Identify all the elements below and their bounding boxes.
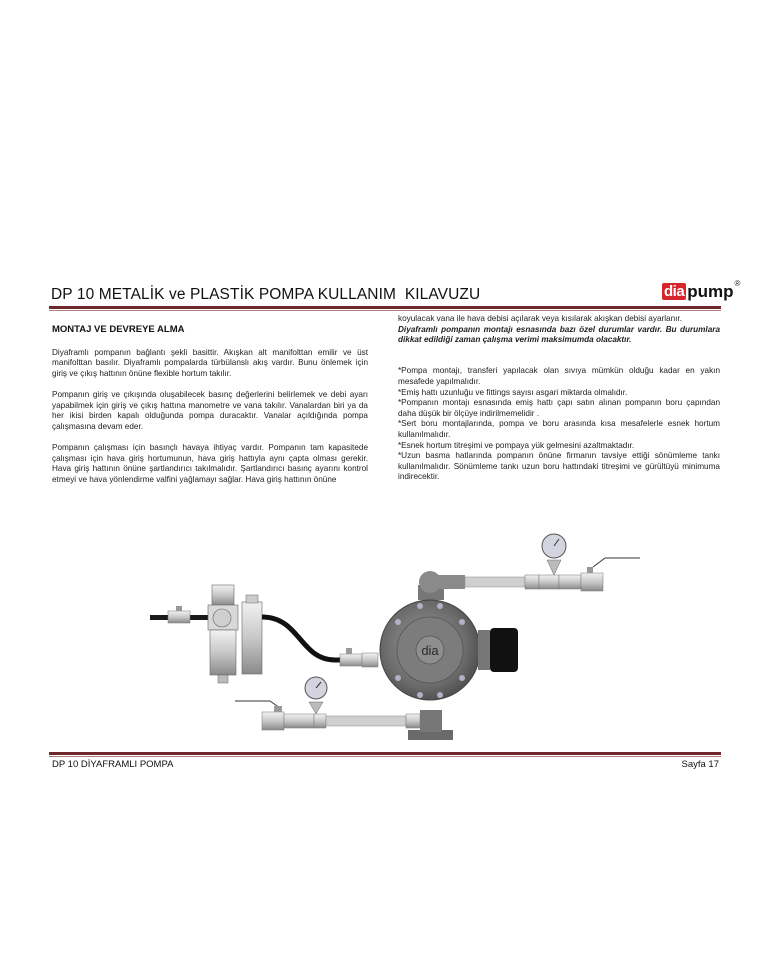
flexible-hose-inlet	[326, 716, 406, 726]
logo-pump: pump	[687, 282, 734, 301]
diaphragm-pump	[380, 571, 518, 740]
paragraph: Diyaframlı pompanın bağlantı şekli basittir. Akışkan alt manifolttan emilir ve üst manifolttan basılır. Diyaframlı pompalarda türbülanslı akış vardır. Bunu önlemek için giriş ve çıkış hattının önüne flexible hortum takılır.	[52, 347, 368, 378]
logo-dia: dia	[664, 283, 685, 300]
right-column	[398, 314, 720, 483]
footer-rule	[49, 752, 721, 755]
note-item: *Uzun basma hatlarında pompanın önüne firmanın tavsiye ettiği sönümleme tankı kullanılmalıdır. Sönümleme tankı uzun boru hattındaki titreşimi ve gürültüyü minimuma indirecektir.	[398, 451, 720, 482]
diapump-logo	[662, 279, 741, 301]
inlet-line	[235, 677, 420, 730]
note-item: *Pompanın montajı esnasında emiş hattı çapı satın alınan pompanın boru çapından daha düşük bir ölçüye indirilmemelidir .	[398, 398, 720, 418]
pump-installation-diagram	[140, 520, 640, 745]
emphasis-paragraph: Diyaframlı pompanın montajı esnasında bazı özel durumlar vardır. Bu durumlara dikkat edildiği zaman çalışma verimi maksimumda olacaktır.	[398, 324, 720, 345]
registered-mark: ®	[734, 279, 741, 288]
flexible-hose-outlet	[465, 577, 525, 587]
page-title: DP 10 METALİK ve PLASTİK POMPA KULLANIM KILAVUZU	[51, 286, 481, 303]
filter-regulator-lubricator	[208, 585, 262, 683]
header-rule-thin	[49, 310, 721, 311]
air-line	[150, 606, 210, 623]
section-heading: MONTAJ VE DEVREYE ALMA	[52, 324, 185, 335]
left-column	[52, 325, 368, 496]
outlet-line	[465, 534, 640, 591]
footer-rule-thin	[49, 756, 721, 757]
pump-label: dia	[421, 643, 439, 658]
page-number: Sayfa 17	[681, 759, 719, 770]
air-hose	[262, 617, 355, 660]
note-item: *Esnek hortum titreşimi ve pompaya yük gelmesini azaltmaktadır.	[398, 440, 635, 450]
note-item: *Emiş hattı uzunluğu ve fittings sayısı asgari miktarda olmalıdır.	[398, 387, 628, 397]
paragraph: Pompanın giriş ve çıkışında oluşabilecek basınç değerlerini belirlemek ve debi ayarı yapabilmek için giriş ve çıkış hattına manometre ve vana takılır. Vanalardan biri ya da her ikisi birden kapalı olduğunda pompa duracaktır. Vanalar açıldığında pompa çalışmasına devam eder.	[52, 389, 368, 431]
muffler	[490, 628, 518, 672]
paragraph-continuation: koyulacak vana ile hava debisi açılarak veya kısılarak akışkan debisi ayarlanır.	[398, 314, 682, 323]
header-rule	[49, 306, 721, 309]
air-inlet-valve	[340, 648, 378, 667]
paragraph: Pompanın çalışması için basınçlı havaya ihtiyaç vardır. Pompanın tam kapasitede çalışması için hava giriş hortumunun, hava giriş hattıyla aynı çapta olması gerekir. Hava giriş hattının önüne şartlandırıcı takılmalıdır. Şartlandırıcı basınç ayarını kontrol etmeyi ve hava yönlendirme valfini yağlamayı sağlar. Hava giriş hattının önüne	[52, 442, 368, 484]
note-item: *Pompa montajı, transferi yapılacak olan sıvıya mümkün olduğu kadar en yakın mesafede yapılmalıdır.	[398, 366, 720, 386]
note-item: *Sert boru montajlarında, pompa ve boru arasında kısa mesafelerle esnek hortum kullanılmalıdır.	[398, 419, 720, 439]
footer-document-title: DP 10 DİYAFRAMLI POMPA	[52, 759, 174, 770]
